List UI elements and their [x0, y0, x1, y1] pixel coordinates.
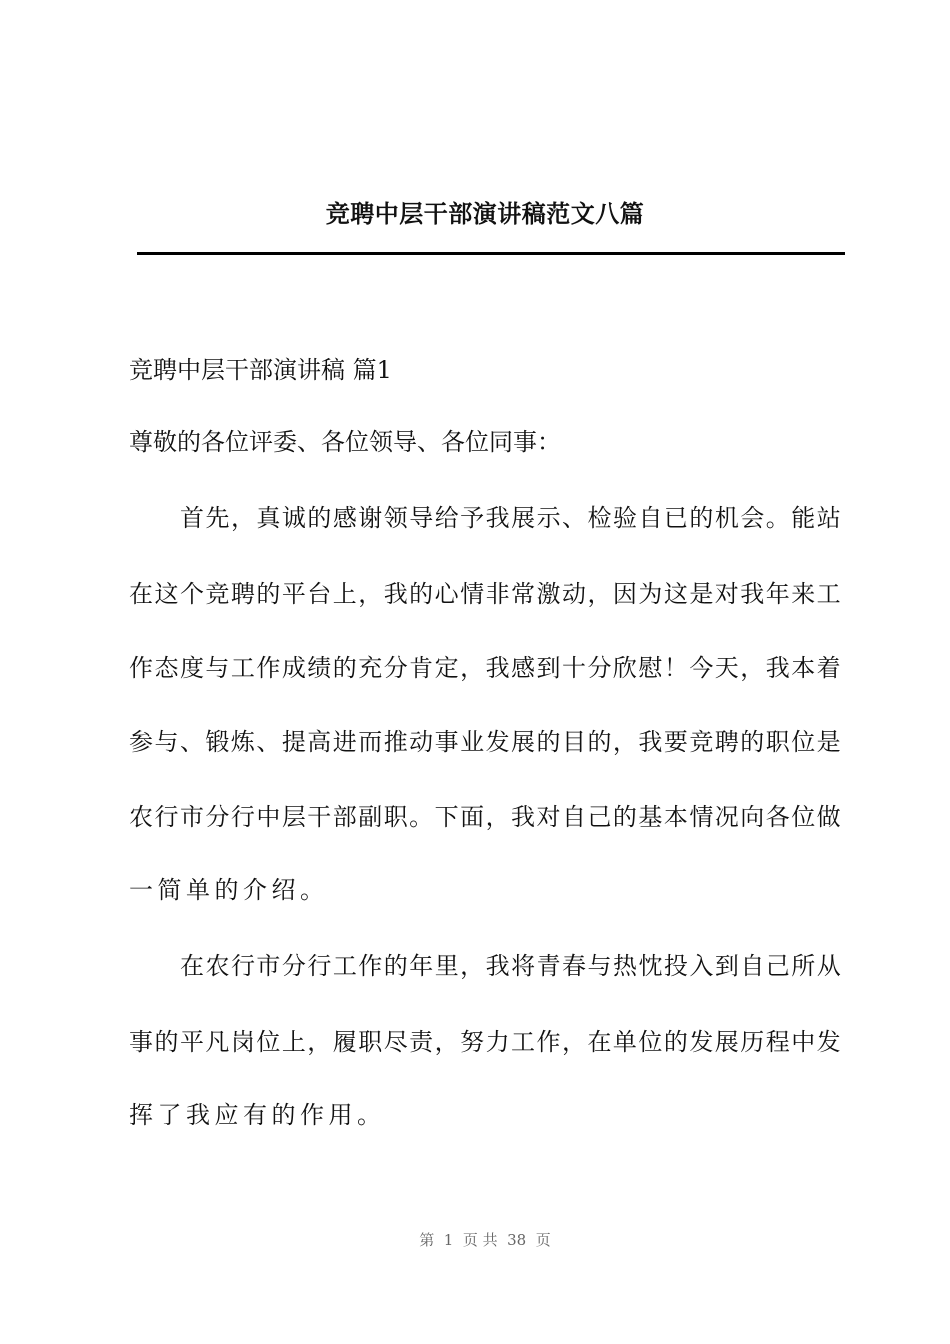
text-char: 着 — [816, 654, 841, 682]
text-char: 部 — [332, 803, 357, 831]
text-char: 我 — [485, 504, 510, 532]
text-char: 与 — [154, 728, 179, 756]
text-char: 工 — [332, 952, 357, 980]
text-char: 在 — [180, 952, 204, 980]
text-char: ！ — [663, 654, 688, 682]
text-char: 为 — [638, 580, 663, 608]
text-char: 向 — [740, 803, 765, 831]
text-char: 工 — [230, 654, 255, 682]
text-char: 作 — [358, 952, 383, 980]
text-char: 今 — [689, 654, 714, 682]
text-char: 高 — [307, 728, 332, 756]
text-char: 常 — [511, 580, 536, 608]
text-char: 领 — [383, 504, 408, 532]
text-char: 动 — [561, 580, 586, 608]
text-char: 而 — [358, 728, 383, 756]
text-char: 自 — [638, 504, 663, 532]
text-char: 努 — [460, 1028, 485, 1056]
text-char: 感 — [511, 654, 536, 682]
text-char: 感 — [332, 504, 357, 532]
text-char: 面 — [460, 803, 485, 831]
text-char: 目 — [561, 728, 586, 756]
section-heading: 竞聘中层干部演讲稿 篇1 — [129, 356, 392, 384]
text-char: 况 — [714, 803, 739, 831]
text-char: ， — [587, 580, 612, 608]
text-char: 分 — [281, 952, 306, 980]
text-char: 己 — [587, 803, 612, 831]
text-char: 位 — [791, 803, 816, 831]
text-char: 位 — [791, 728, 816, 756]
text-char: ， — [612, 728, 637, 756]
text-char: 尽 — [383, 1028, 408, 1056]
paragraph1-line-4 — [129, 724, 841, 760]
text-char: 事 — [434, 728, 459, 756]
text-char: 先 — [205, 504, 230, 532]
text-char: 推 — [383, 728, 408, 756]
text-char: 作 — [129, 654, 153, 682]
text-char: ， — [561, 1028, 586, 1056]
text-char: 肯 — [409, 654, 434, 682]
text-char: 副 — [358, 803, 383, 831]
text-char: 位 — [638, 1028, 663, 1056]
paragraph1-line-6: 一简单的介绍。 — [129, 876, 329, 904]
text-char: 聘 — [230, 580, 255, 608]
text-char: 职 — [383, 803, 408, 831]
text-char: 绩 — [307, 654, 332, 682]
text-char: 我 — [765, 654, 790, 682]
text-char: 作 — [536, 1028, 561, 1056]
text-char: 炼 — [230, 728, 255, 756]
text-char: 单 — [612, 1028, 637, 1056]
text-char: 心 — [434, 580, 459, 608]
text-char: 职 — [765, 728, 790, 756]
text-char: 成 — [281, 654, 306, 682]
text-char: 站 — [816, 504, 841, 532]
text-char: 展 — [511, 504, 536, 532]
text-char: 基 — [638, 803, 663, 831]
text-char: 农 — [129, 803, 153, 831]
text-char: ， — [485, 803, 510, 831]
text-char: 各 — [765, 803, 790, 831]
text-char: 给 — [434, 504, 459, 532]
text-char: 我 — [511, 803, 536, 831]
text-char: 本 — [791, 654, 816, 682]
paragraph1-line-3 — [129, 650, 841, 686]
paragraph2-line-2 — [129, 1024, 841, 1060]
text-char: 是 — [689, 580, 714, 608]
text-char: 这 — [154, 580, 179, 608]
text-char: 自 — [561, 803, 586, 831]
text-char: 展 — [714, 1028, 739, 1056]
text-char: 市 — [256, 952, 281, 980]
text-char: 台 — [307, 580, 332, 608]
text-char: 上 — [281, 1028, 306, 1056]
text-char: 谢 — [358, 504, 383, 532]
salutation: 尊敬的各位评委、各位领导、各位同事： — [129, 428, 561, 456]
text-char: 历 — [740, 1028, 765, 1056]
text-char: 分 — [587, 654, 612, 682]
text-char: 干 — [307, 803, 332, 831]
text-char: 导 — [409, 504, 434, 532]
text-char: 我 — [740, 580, 765, 608]
text-char: 参 — [129, 728, 153, 756]
text-char: 慰 — [638, 654, 663, 682]
text-char: 个 — [179, 580, 204, 608]
text-char: 入 — [689, 952, 714, 980]
text-char: 检 — [587, 504, 612, 532]
text-char: 的 — [154, 1028, 179, 1056]
text-char: 平 — [281, 580, 306, 608]
text-char: 聘 — [714, 728, 739, 756]
text-char: 忱 — [638, 952, 663, 980]
text-char: 与 — [205, 654, 230, 682]
text-char: 我 — [383, 580, 408, 608]
text-char: 业 — [460, 728, 485, 756]
text-char: 的 — [383, 952, 408, 980]
text-char: 到 — [714, 952, 739, 980]
text-char: 予 — [460, 504, 485, 532]
text-char: 我 — [485, 654, 510, 682]
text-char: 层 — [281, 803, 306, 831]
text-char: 年 — [409, 952, 434, 980]
text-char: 竞 — [689, 728, 714, 756]
text-char: 上 — [332, 580, 357, 608]
text-char: 所 — [791, 952, 816, 980]
text-char: 本 — [663, 803, 688, 831]
text-char: 中 — [791, 1028, 816, 1056]
text-char: 的 — [587, 728, 612, 756]
text-char: 将 — [511, 952, 536, 980]
text-char: 行 — [307, 952, 332, 980]
text-char: 事 — [129, 1028, 153, 1056]
text-char: 十 — [561, 654, 586, 682]
text-char: 做 — [816, 803, 841, 831]
text-char: 投 — [663, 952, 688, 980]
text-char: 的 — [740, 728, 765, 756]
text-char: 进 — [332, 728, 357, 756]
text-char: 岗 — [230, 1028, 255, 1056]
text-char: 工 — [816, 580, 841, 608]
text-char: 态 — [154, 654, 179, 682]
text-char: 示 — [536, 504, 561, 532]
text-char: 责 — [409, 1028, 434, 1056]
text-char: ， — [230, 504, 255, 532]
text-char: 天 — [714, 654, 739, 682]
text-char: 职 — [358, 1028, 383, 1056]
text-char: 热 — [612, 952, 637, 980]
text-char: ， — [460, 952, 485, 980]
text-char: 、 — [179, 728, 204, 756]
text-char: ， — [358, 580, 383, 608]
text-char: ， — [434, 1028, 459, 1056]
paragraph1-line-1 — [180, 500, 841, 536]
text-char: 因 — [612, 580, 637, 608]
text-char: 动 — [409, 728, 434, 756]
document-title: 竞聘中层干部演讲稿范文八篇 — [325, 199, 645, 228]
text-char: 履 — [332, 1028, 357, 1056]
text-char: 发 — [816, 1028, 841, 1056]
text-char: 提 — [281, 728, 306, 756]
paragraph1-line-5 — [129, 799, 841, 835]
text-char: 到 — [536, 654, 561, 682]
text-char: 的 — [409, 580, 434, 608]
text-char: 情 — [460, 580, 485, 608]
text-char: 的 — [536, 728, 561, 756]
text-char: 是 — [816, 728, 841, 756]
text-char: 平 — [179, 1028, 204, 1056]
text-char: 对 — [536, 803, 561, 831]
text-char: 中 — [256, 803, 281, 831]
text-char: 里 — [434, 952, 459, 980]
title-underline — [137, 252, 845, 255]
text-char: 。 — [765, 504, 790, 532]
text-char: 欣 — [612, 654, 637, 682]
text-char: 的 — [332, 654, 357, 682]
text-char: 这 — [663, 580, 688, 608]
text-char: 位 — [256, 1028, 281, 1056]
text-char: 我 — [485, 952, 510, 980]
text-char: 凡 — [205, 1028, 230, 1056]
text-char: 程 — [765, 1028, 790, 1056]
text-char: 会 — [740, 504, 765, 532]
text-char: 农 — [205, 952, 230, 980]
text-char: 青 — [536, 952, 561, 980]
text-char: 展 — [511, 728, 536, 756]
text-char: 市 — [179, 803, 204, 831]
text-char: 行 — [154, 803, 179, 831]
text-char: 发 — [485, 728, 510, 756]
paragraph2-line-1 — [180, 948, 841, 984]
text-char: 自 — [740, 952, 765, 980]
text-char: 的 — [256, 580, 281, 608]
text-char: 下 — [434, 803, 459, 831]
text-char: 行 — [230, 952, 255, 980]
text-char: 的 — [689, 504, 714, 532]
text-char: 诚 — [281, 504, 306, 532]
text-char: ， — [307, 1028, 332, 1056]
text-char: 能 — [791, 504, 816, 532]
text-char: ， — [740, 654, 765, 682]
text-char: 在 — [587, 1028, 612, 1056]
text-char: 在 — [129, 580, 153, 608]
text-char: 竞 — [205, 580, 230, 608]
text-char: 度 — [179, 654, 204, 682]
text-char: 力 — [485, 1028, 510, 1056]
text-char: 定 — [434, 654, 459, 682]
text-char: 的 — [663, 1028, 688, 1056]
text-char: 激 — [536, 580, 561, 608]
text-char: 、 — [562, 504, 587, 532]
text-char: 。 — [409, 803, 434, 831]
text-char: 来 — [791, 580, 816, 608]
text-char: 与 — [587, 952, 612, 980]
text-char: 真 — [256, 504, 281, 532]
text-char: 发 — [689, 1028, 714, 1056]
text-char: 充 — [358, 654, 383, 682]
text-char: 工 — [511, 1028, 536, 1056]
paragraph2-line-3: 挥了我应有的作用。 — [129, 1101, 386, 1129]
text-char: 行 — [230, 803, 255, 831]
text-char: 年 — [765, 580, 790, 608]
text-char: 锻 — [205, 728, 230, 756]
text-char: 机 — [714, 504, 739, 532]
text-char: 的 — [307, 504, 332, 532]
text-char: 己 — [765, 952, 790, 980]
text-char: ， — [460, 654, 485, 682]
text-char: 首 — [180, 504, 204, 532]
text-char: 的 — [612, 803, 637, 831]
text-char: 对 — [714, 580, 739, 608]
paragraph1-line-2 — [129, 576, 841, 612]
text-char: 从 — [816, 952, 841, 980]
text-char: 情 — [689, 803, 714, 831]
text-char: 我 — [638, 728, 663, 756]
text-char: 非 — [485, 580, 510, 608]
page-number: 第 1 页 共 38 页 — [419, 1231, 551, 1249]
text-char: 分 — [383, 654, 408, 682]
text-char: 分 — [205, 803, 230, 831]
text-char: 、 — [256, 728, 281, 756]
text-char: 已 — [663, 504, 688, 532]
text-char: 验 — [612, 504, 637, 532]
text-char: 春 — [562, 952, 587, 980]
text-char: 作 — [256, 654, 281, 682]
text-char: 要 — [663, 728, 688, 756]
